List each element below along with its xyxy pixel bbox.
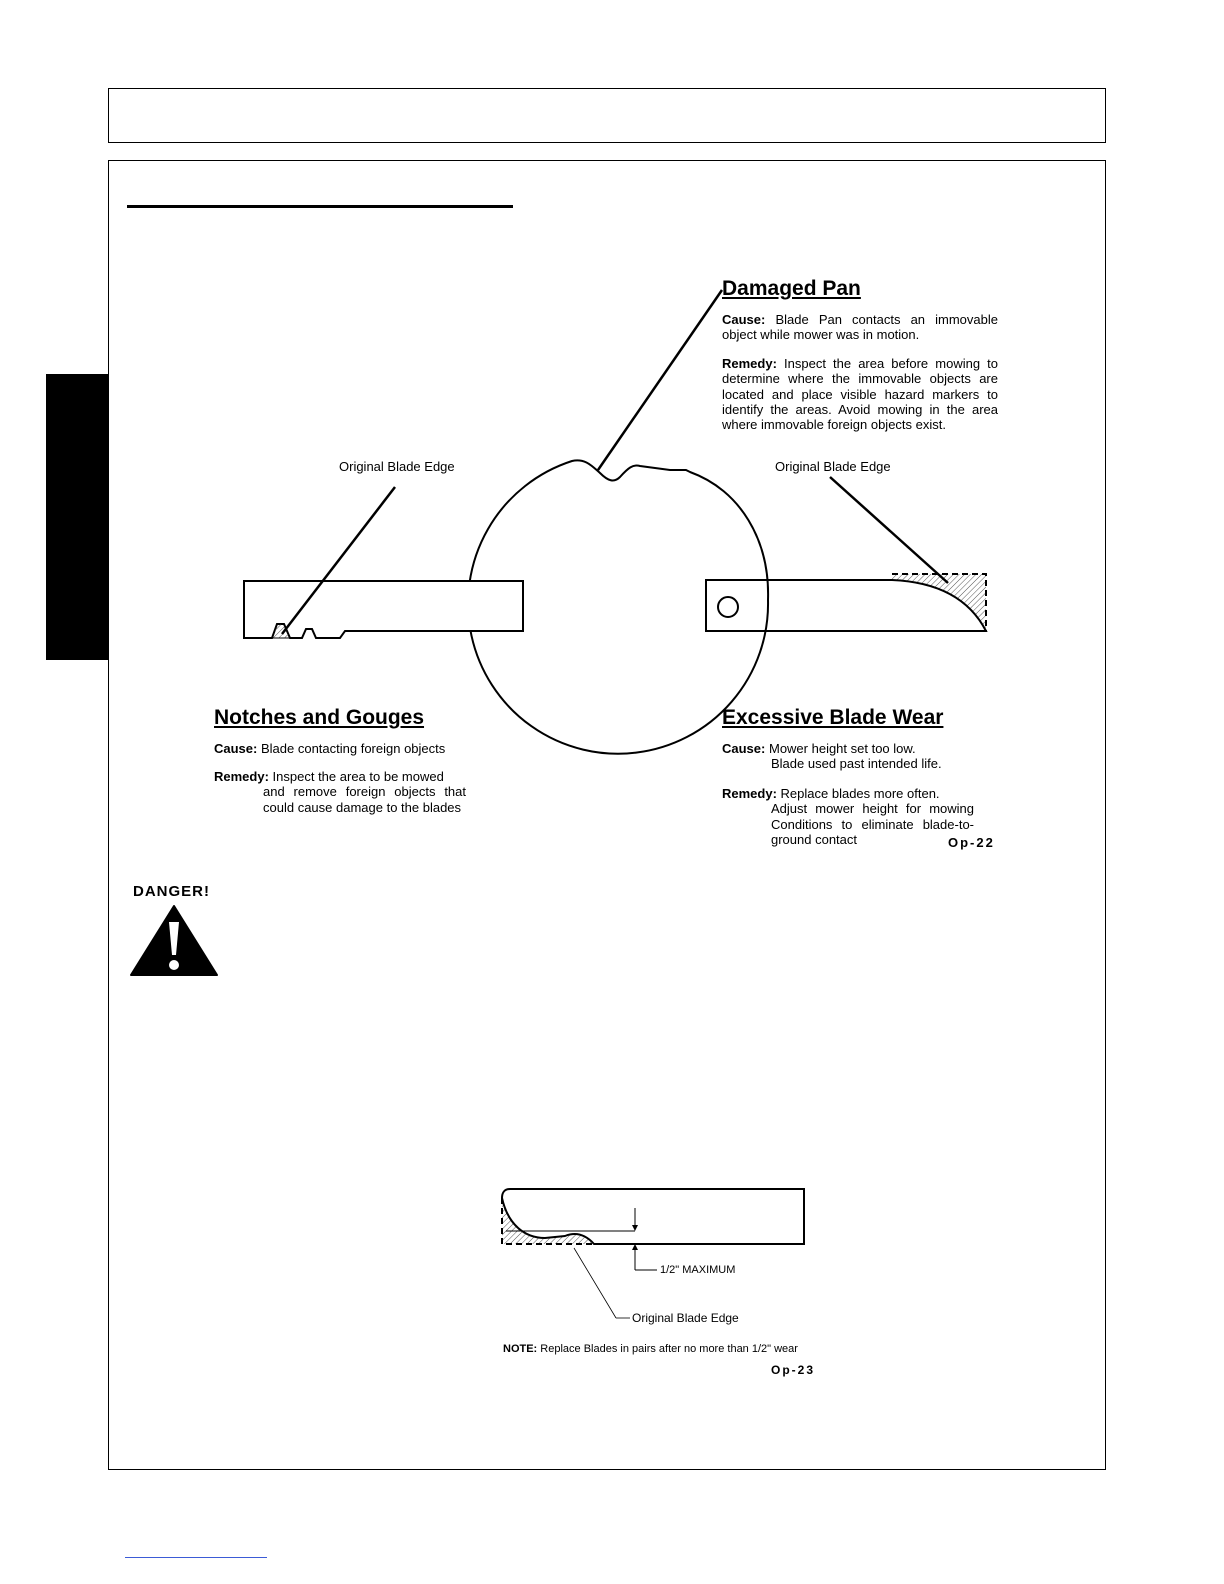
original-blade-edge-label-right: Original Blade Edge [775, 459, 891, 474]
remedy-label: Remedy: [722, 786, 777, 801]
damaged-pan-remedy [722, 356, 998, 432]
wear-remedy [722, 786, 974, 847]
cause-label: Cause: [722, 312, 766, 327]
wear-cause-line1: Mower height set too low. [768, 741, 916, 756]
notches-cause-text: Blade contacting foreign objects [260, 741, 446, 756]
figure-number-op22: Op-22 [948, 835, 995, 850]
damaged-pan-cause-text: Blade Pan contacts an immovable object while mower was in motion. [722, 312, 998, 343]
notches-remedy [214, 769, 466, 815]
wear-remedy-rest: Adjust mower height for mowing Conditions to eliminate blade-to-ground contact [771, 801, 974, 847]
note-label: NOTE: [503, 1343, 538, 1355]
blade-bolt-hole [718, 597, 738, 617]
replace-blades-note [503, 1343, 798, 1355]
notches-remedy-line1: Inspect the area to be mowed [272, 769, 444, 784]
figure-number-op23: Op-23 [771, 1363, 816, 1377]
half-inch-maximum-label: 1/2" MAXIMUM [660, 1264, 736, 1276]
wear-cause-line2: Blade used past intended life. [771, 756, 942, 772]
wear-cause [722, 741, 998, 772]
wear-title: Excessive Blade Wear [722, 706, 944, 729]
right-blade-hatched-wear [892, 574, 986, 631]
damaged-pan-title: Damaged Pan [722, 277, 861, 300]
right-edge-leader [830, 477, 948, 583]
cause-label: Cause: [214, 741, 258, 756]
original-blade-edge-label-left: Original Blade Edge [339, 459, 455, 474]
warning-triangle-icon [131, 906, 217, 975]
notches-remedy-rest: and remove foreign objects that could cause damage to the blades [263, 784, 466, 815]
danger-label: DANGER! [133, 883, 210, 900]
original-blade-edge-label-bottom: Original Blade Edge [632, 1311, 739, 1325]
damaged-pan-cause [722, 312, 998, 343]
damaged-pan-remedy-text: Inspect the area before mowing to determine where the immovable objects are located and place visible hazard markers to identify the areas. Avoid mowing in the area where immovable foreign objects exist. [722, 356, 998, 433]
cause-label: Cause: [722, 741, 766, 756]
notches-title: Notches and Gouges [214, 706, 425, 729]
remedy-label: Remedy: [214, 769, 269, 784]
notches-cause [214, 741, 466, 756]
wear-remedy-line1: Replace blades more often. [780, 786, 940, 801]
remedy-label: Remedy: [722, 356, 777, 371]
damaged-pan-leader [598, 290, 722, 470]
blade-wear-limit-diagram [502, 1189, 804, 1318]
note-text: Replace Blades in pairs after no more than 1/2" wear [540, 1343, 798, 1355]
